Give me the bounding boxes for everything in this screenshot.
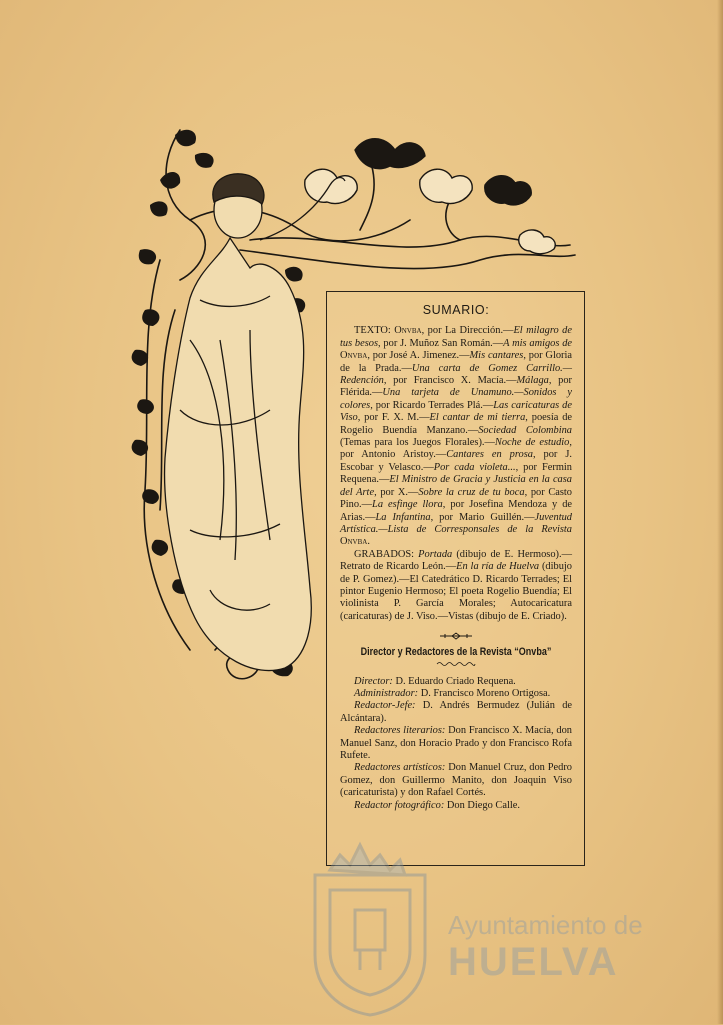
italic-text: Una carta de Gomez Carrillo.—Redención <box>340 362 572 387</box>
tilde-ornament-icon <box>436 661 476 666</box>
text-run: TEXTO: <box>354 325 395 337</box>
staff-entry <box>340 700 572 725</box>
italic-text: Administrador: <box>354 687 419 699</box>
text-run: , por F. X. M.— <box>357 412 430 424</box>
text-run: , por X.— <box>374 486 419 498</box>
staff-entry <box>340 725 572 762</box>
sumario-grabados-paragraph <box>340 549 572 623</box>
text-run: , por Flérida.— <box>340 375 572 399</box>
sumario-title: SUMARIO: <box>422 303 490 317</box>
italic-text: Cantares en prosa <box>446 449 533 461</box>
ornament-divider-icon <box>439 632 473 640</box>
staff-list <box>340 676 572 812</box>
small-caps-text: Onvba <box>394 325 422 337</box>
text-run: Don Diego Calle. <box>444 799 520 811</box>
italic-text: Sobre la cruz de tu boca <box>418 486 525 498</box>
text-run: GRABADOS: <box>354 548 419 560</box>
italic-text: El Ministro de Gracia y Justicia en la casa del Arte <box>340 474 572 498</box>
italic-text: Por cada violeta... <box>433 461 516 473</box>
small-caps-text: Onvba <box>340 536 368 548</box>
text-run: , por Gloria de la Prada.— <box>340 350 572 374</box>
text-run: , por Mario Guillén.— <box>430 511 535 523</box>
staff-entry <box>340 762 572 799</box>
italic-text: Juventud Artística.—Lista de Corresponsales de la Revista <box>340 511 573 535</box>
italic-text: Una tarjeta de Unamuno.—Sonidos y colores <box>340 387 572 411</box>
italic-text: El milagro de tus besos <box>340 325 572 349</box>
text-run: D. Eduardo Criado Requena. <box>392 675 516 687</box>
text-run: , por J. Escobar y Velasco.— <box>340 449 572 473</box>
text-run: , por Francisco X. Macía.— <box>383 375 517 387</box>
text-run: (dibujo de P. Gomez).—El Catedrático D. Ricardo Terrades; El pintor Eugenio Hermoso; El poeta Rogelio Buendía; El violinista P. García Morales; Autocaricatura (caricaturas) de J. Viso.—Vistas (dibujo de E. Criado). <box>340 561 572 622</box>
staff-title: Director y Redactores de la Revista “Onvba” <box>360 646 552 659</box>
text-run: , por Josefina Mendoza y de Arias.— <box>340 499 572 523</box>
italic-text: La Infantina <box>375 511 431 523</box>
staff-entry <box>340 688 572 700</box>
sumario-texto-paragraph <box>340 325 572 548</box>
text-run: (dibujo de E. Hermoso).—Retrato de Ricardo León.— <box>340 548 572 573</box>
text-run: D. Francisco Moreno Ortigosa. <box>418 687 551 699</box>
huelva-coat-of-arms-icon <box>300 830 440 1020</box>
italic-text: Portada <box>418 548 453 560</box>
text-run: , poesía de Rogelio Buendía Manzano.— <box>340 412 573 436</box>
watermark-line2: HUELVA <box>448 940 619 984</box>
text-run: , por José A. Jimenez.— <box>367 350 470 362</box>
text-run: , por Casto Pino.— <box>340 486 572 511</box>
italic-text: Redactor fotográfico: <box>354 799 445 811</box>
italic-text: Noche de estudio <box>494 437 570 449</box>
text-run: . <box>367 536 370 548</box>
italic-text: A mis amigos de <box>503 337 573 349</box>
text-run: , por Fermin Requena.— <box>340 461 572 486</box>
italic-text: El cantar de mi tierra <box>429 412 526 424</box>
italic-text: Director: <box>354 675 393 687</box>
italic-text: Redactor-Jefe: <box>354 700 416 712</box>
text-run: D. Andrés Bermudez (Julián de Alcántara). <box>340 700 572 724</box>
page-edge-shadow <box>717 0 723 1024</box>
italic-text: En la ría de Huelva <box>456 561 540 573</box>
italic-text: Málaga <box>516 375 549 387</box>
italic-text: La esfinge llora <box>372 499 443 511</box>
italic-text: Mis cantares <box>469 350 524 362</box>
ayuntamiento-watermark <box>300 830 660 1020</box>
text-run: , por Ricardo Terrades Plá.— <box>370 399 494 411</box>
staff-entry <box>340 800 572 812</box>
text-run: (Temas para los Juegos Florales).— <box>340 437 495 449</box>
text-run: Don Manuel Cruz, don Pedro Gomez, don Guillermo Manito, don Joaquin Viso (caricaturista) y don Rafael Cortés. <box>340 762 572 799</box>
text-run: Don Francisco X. Macía, don Manuel Sanz, don Horacio Prado y don Francisco Rofa Rufete. <box>340 725 572 761</box>
italic-text: Las caricaturas de Viso <box>340 399 572 424</box>
text-run: , por La Dirección.— <box>421 325 514 337</box>
italic-text: Redactores literarios: <box>354 725 446 737</box>
sumario-panel <box>326 291 585 866</box>
italic-text: Redactores artísticos: <box>354 762 446 774</box>
small-caps-text: Onvba <box>340 350 368 362</box>
text-run: , por Antonio Aristoy.— <box>340 437 572 461</box>
watermark-line1: Ayuntamiento de <box>448 910 643 940</box>
text-run: , por J. Muñoz San Román.— <box>378 337 504 349</box>
staff-entry <box>340 676 572 688</box>
italic-text: Sociedad Colombina <box>478 424 573 436</box>
